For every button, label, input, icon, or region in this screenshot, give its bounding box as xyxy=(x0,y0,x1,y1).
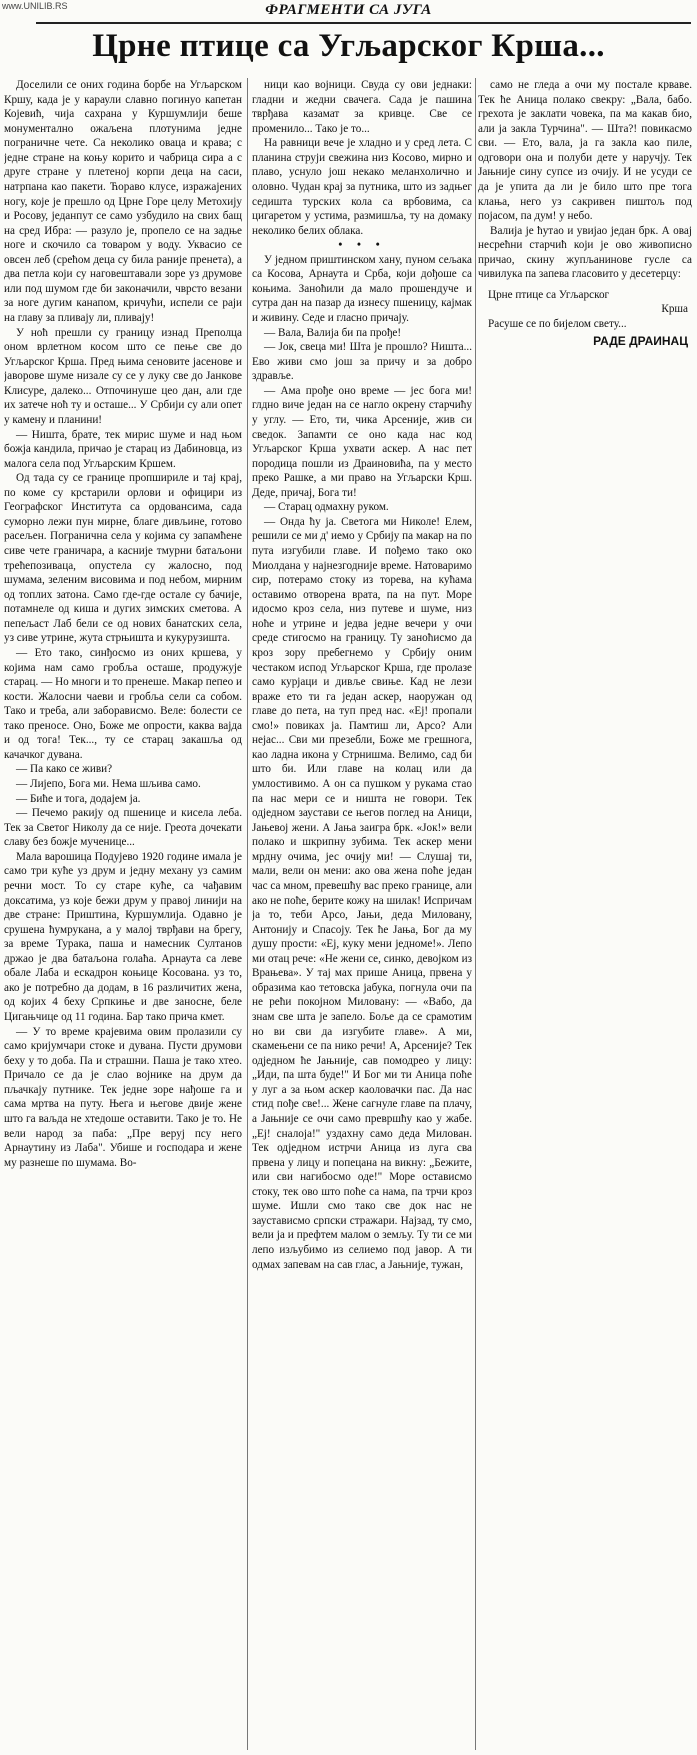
article-headline: Црне птице са Угљарског Крша... xyxy=(92,28,605,64)
section-rubric: ФРАГМЕНТИ СА ЈУГА xyxy=(265,2,432,18)
paragraph: — Па како се живи? xyxy=(16,763,113,776)
paragraph: — Печемо ракију од пшенице и кисела леба. Тек за Светог Николу да се није. Греота дочекати славу без божје мученице... xyxy=(4,807,242,849)
paragraph: — Јок, свеца ми! Шта је прошло? Ништа... Ево живи смо још за причу и за добро здравље. xyxy=(252,341,472,383)
text-column-1 xyxy=(4,78,242,1753)
header-rule xyxy=(36,22,691,24)
poem-line: Крша xyxy=(661,303,688,316)
paragraph: Доселили се оних година борбе на Угљарском Кршу, када је у караули славно погинуо капетан Којевић, чија сахрана у Куршумлији беше монументално ожаљена плотунима једне пограничне чете. Са неколико оваца и крава; с једне стране на коњу корито и чабрица сира а с друге стране у плетеној корпи деца на саси, натрпана као пакети. Ћораво клусе, изражајених ногу, које је прешло од Црне Горе целу Метохију и Росову, једанпут се само узбудило на свих бащ на сред Ибра: — разуло је, пропело се на задње ноге и скочило са товаром у воду. Уквасио се овсен леб (срећом деца су била раније пренета), а два петла који су наговештавали зоре уз друмове или под шумом где би законачили, чврсто везани за ноге дугим канапом, кричући, испели се раји на главу за пливају ли, пливају! xyxy=(4,79,242,324)
paragraph: — Вала, Валија би па прође! xyxy=(264,326,402,339)
poem-verse xyxy=(488,288,692,332)
paragraph: — Ништа, брате, тек мирис шуме и над њом божја кандила, причао је старац из Дабиновца, из малога села под Угљарским Кршем. xyxy=(4,428,242,470)
paragraph: ници као војници. Свуда су ови једнаки: гладни и жедни свачега. Сада је пашина тврђава казамат за кривце. Све се променило... Тако је то... xyxy=(252,79,472,135)
paragraph: — Старац одмахну руком. xyxy=(264,501,389,514)
column-divider-1 xyxy=(247,78,248,1750)
text-column-3 xyxy=(478,78,692,408)
paragraph: — Биће и тога, додајем ја. xyxy=(16,792,141,805)
paragraph: На равници вече је хладно и у сред лета. С планина струји свежина низ Косово, мирно и плаво, уснуло још некако меланхолично и оловно. Чудан крај за путника, што из задњег седишта турских кола са врбовима, са цигаретом у устима, размишља, ту на домаку неколико белих облака. xyxy=(252,137,472,237)
poem-line: Црне птице са Угљарског xyxy=(488,288,610,301)
paragraph: Од тада су се границе пропшириле и тај крај, по коме су крстарили орлови и официри из Географског Института са ордовансима, сада суморно лежи пун мирне, благе дивљине, готово расељен. Погранична села у којима су запамћене сиве чете граничара, а касније тмурни батаљони трећепозиваца, опустела су жалосно, под шумама, зеленим висовима и под небом, мирним од топлих затона. Само где-где остале су бачије, потамнеле од киша и дугих зимских сметова. А пепељаст Лаб бели се од нових банатских села, уз сиве утрине, жута стрњишта и кукурузишта. xyxy=(4,472,242,645)
paragraph: Мала варошица Подујево 1920 године имала је само три куће уз друм и једну механу уз самим речни мост. То су старе куће, са чађавим доксатима, уз које бежи друм у правој линији на две стране: Приштина, Куршумлија. Одавно је срушена ћумрукана, а у малој тврђави на брегу, за време Турака, паша и намесник Султанов држао је два батаљона голаћа. Арнаута са леве обале Лаба и ескадрон коњице Косована. уз то, ако је потребно да додам, в 16 различитих жена, од којих 4 беху Српкиње и две заносне, беле Цигањчице од 11 година. Бар тако прича кмет. xyxy=(4,850,242,1023)
paragraph: У ноћ прешли су границу изнад Преполца оном врлетном косом што се пење све до Угљарског Крша. Пред њима сеновите јасенове и јаворове шуме низале су се у луку све до Јанкове Клисуре, далеко... Отпочинуше цео дан, али где их затече ноћ ту и осташе... У Србији су али опет у камену и планини! xyxy=(4,326,242,426)
author-signature: РАДЕ ДРАИНАЦ xyxy=(593,333,688,348)
paragraph: — Ето тако, синђосмо из оних кршева, у којима нам само гробља осташе, продужује старац. — Но многи и то пренеше. Макар пепео и кости. Жалосни чаеви и гробља сели са собом. Тако и треба, али заборависмо. Веле: болести се тако преносе. Оно, Боже ме опрости, каква вајда и од тога! Тек..., ту се старац закашља од качачког дувана. xyxy=(4,646,242,761)
paragraph: — Лијепо, Бога ми. Нема шљива само. xyxy=(16,778,201,790)
text-column-2 xyxy=(252,78,472,1753)
paragraph: У једном приштинском хану, пуном сељака са Косова, Арнаута и Срба, који дођоше са коњима. Заноћили да мало прошендуче и сутра дан на пазар да изнесу пшеницу, кајмак и живину. Седе и гласно причају. xyxy=(252,253,472,324)
paragraph: само не гледа а очи му постале крваве. Тек ће Аница полако свекру: „Вала, бабо. грехота је заклати човека, па ма какав био, али ја закла Турчина". — Шта?! повикасмо сви. — Ето, вала, ја га закла као пиле, одговори она и полуби дете у наручју. Тек Јањније сину супсе из очију. И не усуди се да је упита да ли је било што пре тога клања, него уз сакривен пиштољ под појасом, па дум! у небо. xyxy=(478,79,692,223)
paragraph: — Онда ћу ја. Светога ми Николе! Елем, решили се ми д' иемо у Србију па макар на по пута изгубили главе. И пођемо тако око Миолдана у најнезгодније време. Натоваримо сир, потерамо стоку из торева, на кућама оставимо отворена врата, па на пут. Море идосмо кроз села, низ путеве и шуме, низ ноће и утрине и једва једне вечери у очи среде стигосмо на границу. Ту заноћисмо да кроз зору пребегнемо у Србију оним честаком испод Угљарског Крша, где пролазе само курјаци и дивље свиње. Кад не лези враже ето ти га један аскер, наоружан од главе до пета, на туп пред нас. «Ej! пропали смо!» повиках ја. Памтиш ли, Арсо? Али нејас... Сви ми презебли, Боже ме грешнога, као ладна икона у Стрнишма. Велимо, сад би што би. Или главе на колац или да умлостивимо. А он са пушком у рукама стао па нас мери се и ништа не говори. Тек одједном заустави се његов поглед на Аници, Јањевој жени. А Јања заигра брк. «Јок!» вели полако и шкрипну зубима. Тек аскер мени мрдну очима, јес очију ми! — Слушај ти, мали, вели он мени: ако ова жена поће један час са мном, превешћу вас преко границе, али ако не поће, берите кожу на шилак! Испричам ја то, теби Арсо, Јањи, деда Миловану, Антонију и Спасоју. Тек ће Јања, Бог да му душу прости: «Ej, куку мени једноме!». Лепо ми отац рече: «Не жени се, синко, девојком из Врањева». У тај мах прише Аница, првена у образима као тетовска јабука, погнула очи па не рећи покојном Миловану: — «Вабо, да знам све шта је запело. Боље да се срамотим но ви сви да изгубите главе». А ми, скамењени се па нико речи! А, Арсеније? Тек одједном ће Јањније, сав помодрео у лицу: „Иди, па шта буде!" И Бог ми ти Аница поће у луг а за њом аскер каоловачки пас. Да нас стид пође све!... Жене сагнуле главе па плачу, а Јањније се очи само превршћу као у жабе. „Еј! сналоја!" уздахну само деда Милован. Тек одједном истрчи Аница из луга сва првена у лицу и попецана на викну: „Бежите, или сви нагибосмо оде!" Море остависмо стоку, тек ово што поће са нама, па трчи кроз шуме. Ишли смо тако све док нас не заустависмо српски стражари. Најзад, ту смо, вели ја и префтем малом о земљу. Ту ти се ми лепо изљубимо из селиемо под јавор. А ти одмах запевам на сав глас, а Јањније, тужан, xyxy=(252,515,472,1271)
paragraph: Валија је ћутао и увијао један брк. А овај несрећни старчић који је ово живописно причао, скину жупљанинове гусле са чивилука па запева гласовито у десетерцу: xyxy=(478,224,692,281)
poem-line: Расуше се по бијелом свету... xyxy=(488,318,627,330)
watermark: www.UNILIB.RS xyxy=(2,1,68,11)
paragraph: — У то време крајевима овим пролазили су само кријумчари стоке и дувана. Пусти друмови беху у то доба. Па и страшни. Паша је тако хтео. Причало се да је слао војнике на друм да пљачкају путнике. Тек једне зоре нађоше га и сама мртва на путу. Њега и његове двије жене што га ваљда не хтедоше оставити. Тако је то. Не вели народ за паба: „Пре веруј псу него Арнаутину из Лаба". Убише и господара и жене му разнеше по шумама. Во- xyxy=(4,1025,242,1169)
paragraph: — Ама прође оно време — јес бога ми! глдно вичe један на се нагло окрену старчићу у углу. — Ето, ти, чика Арсеније, жив си сведок. Запамти се оно када нас код Угљарског Крша ухвати аскер. А нас пет породица пошли из Драиновића, па у место преко Рашке, а ми право на Угљарски Крш. Деде, причај, Бога ти! xyxy=(252,384,472,499)
section-break-stars: • • • xyxy=(338,239,386,252)
column-divider-2 xyxy=(475,78,476,1750)
